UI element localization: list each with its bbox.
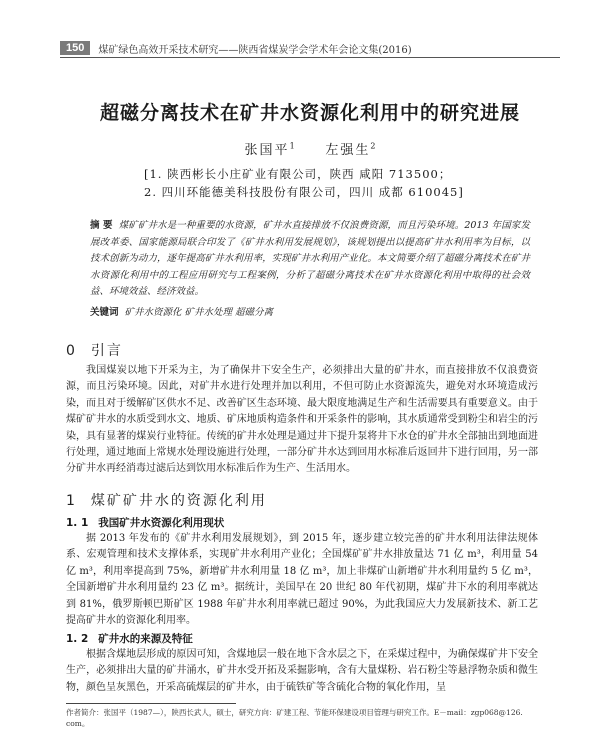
body-paragraph: 根据含煤地层形成的原因可知，含煤地层一般在地下含水层之下，在采煤过程中，为确保煤矿井下安全生产，必须排出大量的矿井涌水，矿井水受开拓及采掘影响，含有大量煤粉、岩石粉尘等悬浮物杂质和微生物，颜色呈灰黑色，开采高硫煤层的矿井水，由于硫铁矿等含硫化合物的氧化作用，呈 [66, 649, 538, 693]
affiliation-line: 2. 四川环能德美科技股份有限公司，四川 成都 610045] [144, 185, 464, 199]
section-number: 1 [66, 493, 77, 509]
body-paragraph: 据 2013 年发布的《矿井水利用发展规划》，到 2015 年，逐步建立较完善的矿井水利用法律法规体系、宏观管理和技术支撑体系，实现矿井水利用产业化；全国煤矿矿井水排放量达 71 亿 m³，利用量 54 亿 m³，利用率提高到 75%，新增矿井水利用量 18 亿 m³，加上非煤矿山新增矿井水利用量约 5 亿 m³，全国新增矿井水利用量约 23 亿 m³。据统计，美国早在 20 世纪 80 年代初期，煤矿井下水的利用率就达到 81%，俄罗斯顿巴斯矿区 1988 年矿井水利用率就已超过 90%，为此我国应大力发展新技术、新工艺提高矿井水的资源化利用率。 [66, 533, 538, 627]
page-number: 150 [60, 41, 90, 55]
author-name: 张国平 [244, 143, 290, 158]
abstract [90, 218, 530, 301]
author-mark: 1 [289, 141, 295, 151]
subsection-title: 矿井水的来源及特征 [98, 633, 193, 645]
abstract-label: 摘 要 [90, 220, 113, 231]
running-header-text: 煤矿绿色高效开采技术研究——陕西省煤炭学会学术年会论文集(2016) [98, 44, 412, 56]
section-heading [66, 340, 123, 360]
keywords-label: 关键词 [90, 307, 119, 318]
affiliation-line: [1. 陕西彬长小庄矿业有限公司，陕西 咸阳 713500； [144, 167, 452, 181]
subsection-heading [66, 631, 193, 646]
author-footnote: 作者简介：张国平（1987—），陕西长武人，硕士，研究方向：矿建工程、节能环保建设项目管理与研究工作。E－mail：zgp068@126. com。 [66, 708, 523, 728]
paper-title: 超磁分离技术在矿井水资源化利用中的研究进展 [99, 102, 520, 124]
subsection-number: 1. 1 [66, 517, 89, 529]
subsection-heading [66, 515, 224, 530]
section-title: 煤矿矿井水的资源化利用 [90, 493, 267, 509]
section-heading [66, 490, 267, 510]
section-number: 0 [66, 343, 77, 359]
subsection-title: 我国矿井水资源化利用现状 [98, 517, 225, 529]
author-line [60, 139, 560, 158]
body-paragraph: 我国煤炭以地下开采为主，为了确保井下安全生产，必须排出大量的矿井水，而直接排放不仅浪费资源，而且污染环境。因此，对矿井水进行处理并加以利用，不但可防止水资源流失，避免对水环境造成污染，而且对于缓解矿区供水不足、改善矿区生态环境、最大限度地满足生产和生活需要具有重要意义。由于煤矿矿井水的水质受到水文、地质、矿床地质构造条件和开采条件的影响，其水质通常受到粉尘和岩尘的污染，具有显著的煤炭行业特征。传统的矿井水处理是通过井下提升泵将井下水仓的矿井水全部抽出到地面进行处理，通过地面上常规水处理设施进行处理，一部分矿井水达到回用水标准后返回井下进行回用，另一部分矿井水再经消毒过滤后达到饮用水标准后作为生产、生活用水。 [66, 365, 538, 475]
footnote-divider [66, 703, 236, 704]
keywords [90, 304, 530, 318]
header-divider [60, 57, 560, 58]
abstract-text: 煤矿矿井水是一种重要的水资源，矿井水直接排放不仅浪费资源，而且污染环境。2013 年国家发展改革委、国家能源局联合印发了《矿井水利用发展规划》，该规划提出以提高矿井水利用率为目标，以技术创新为动力，逐年提高矿井水利用率，实现矿井水利用产业化。本文简要介绍了超磁分离技术在矿井水资源化利用中的工程应用研究与工程案例，分析了超磁分离技术在矿井水资源化利用中取得的社会效益、环境效益、经济效益。 [90, 220, 530, 298]
running-header [60, 40, 560, 56]
author-name: 左强生 [325, 143, 371, 158]
author-mark: 2 [370, 141, 376, 151]
keywords-text: 矿井水资源化 矿井水处理 超磁分离 [124, 307, 274, 318]
subsection-number: 1. 2 [66, 633, 89, 645]
section-title: 引言 [90, 343, 123, 359]
